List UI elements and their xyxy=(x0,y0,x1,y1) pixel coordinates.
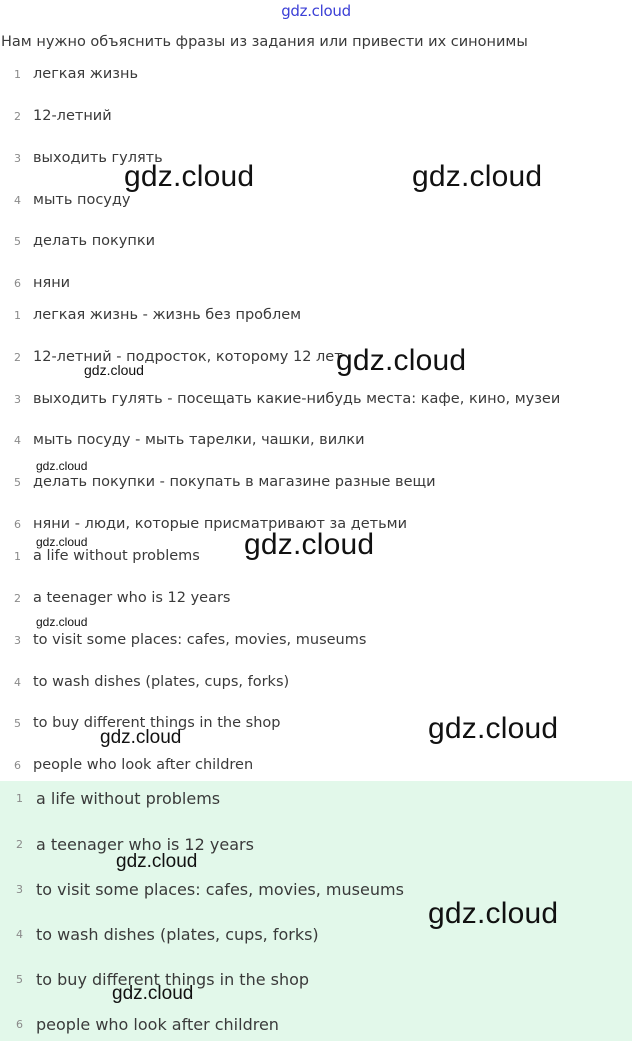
watermark: gdz.cloud xyxy=(428,897,559,930)
watermark: gdz.cloud xyxy=(36,459,88,473)
list-item xyxy=(0,787,632,809)
list-item xyxy=(0,189,632,211)
item-number: 3 xyxy=(14,633,21,647)
watermark: gdz.cloud xyxy=(116,851,198,872)
watermark: gdz.cloud xyxy=(84,362,144,378)
item-text: 12-летний - подросток, которому 12 лет xyxy=(33,349,343,365)
watermark: gdz.cloud xyxy=(36,615,88,629)
list-item xyxy=(0,304,632,326)
item-number: 2 xyxy=(16,837,23,851)
site-logo[interactable]: gdz.cloud xyxy=(281,2,351,20)
item-number: 4 xyxy=(14,433,21,447)
item-number: 1 xyxy=(14,308,21,322)
item-text: a teenager who is 12 years xyxy=(36,834,254,854)
item-number: 3 xyxy=(16,882,23,896)
item-number: 1 xyxy=(14,549,21,563)
list-item xyxy=(0,629,632,651)
item-text: a life without problems xyxy=(36,788,221,808)
item-text: a life without problems xyxy=(33,548,200,564)
list-item xyxy=(0,513,632,535)
item-number: 6 xyxy=(16,1017,23,1031)
list-item xyxy=(0,587,632,609)
item-text: выходить гулять - посещать какие-нибудь места: кафе, кино, музеи xyxy=(33,391,561,407)
item-text: няни xyxy=(33,275,71,291)
item-number: 5 xyxy=(14,716,21,730)
list-item xyxy=(0,923,632,945)
item-number: 2 xyxy=(14,350,21,364)
item-number: 4 xyxy=(14,193,21,207)
item-number: 1 xyxy=(16,791,23,805)
list-item xyxy=(0,272,632,294)
item-text: to visit some places: cafes, movies, museums xyxy=(36,879,404,899)
list-item xyxy=(0,754,632,776)
list-item xyxy=(0,105,632,127)
item-text: няни - люди, которые присматривают за детьми xyxy=(33,516,408,532)
item-text: легкая жизнь xyxy=(33,66,139,82)
watermark: gdz.cloud xyxy=(412,160,543,193)
item-text: to wash dishes (plates, cups, forks) xyxy=(36,924,319,944)
list-item xyxy=(0,878,632,900)
watermark: gdz.cloud xyxy=(244,528,375,561)
item-text: people who look after children xyxy=(33,757,254,773)
item-number: 6 xyxy=(14,758,21,772)
item-text: делать покупки - покупать в магазине разные вещи xyxy=(33,474,436,490)
item-number: 5 xyxy=(14,234,21,248)
list-item xyxy=(0,1013,632,1035)
list-item xyxy=(0,671,632,693)
list-item xyxy=(0,429,632,451)
item-number: 6 xyxy=(14,276,21,290)
list-item xyxy=(0,63,632,85)
list-item xyxy=(0,388,632,410)
list-item xyxy=(0,545,632,567)
list-item xyxy=(0,712,632,734)
list-item xyxy=(0,833,632,855)
item-text: выходить гулять xyxy=(33,150,163,166)
list-item xyxy=(0,230,632,252)
item-number: 3 xyxy=(14,151,21,165)
watermark: gdz.cloud xyxy=(112,983,194,1004)
item-text: мыть посуду xyxy=(33,192,131,208)
item-text: делать покупки xyxy=(33,233,156,249)
watermark: gdz.cloud xyxy=(428,712,559,745)
item-number: 5 xyxy=(16,972,23,986)
item-number: 6 xyxy=(14,517,21,531)
list-item xyxy=(0,346,632,368)
item-number: 3 xyxy=(14,392,21,406)
item-text: people who look after children xyxy=(36,1014,279,1034)
item-text: 12-летний xyxy=(33,108,112,124)
watermark: gdz.cloud xyxy=(124,160,255,193)
item-number: 1 xyxy=(14,67,21,81)
item-text: мыть посуду - мыть тарелки, чашки, вилки xyxy=(33,432,365,448)
item-text: to visit some places: cafes, movies, museums xyxy=(33,632,367,648)
watermark: gdz.cloud xyxy=(336,344,467,377)
answer-box xyxy=(0,781,632,1041)
item-number: 4 xyxy=(16,927,23,941)
list-item xyxy=(0,471,632,493)
item-number: 2 xyxy=(14,591,21,605)
item-text: to wash dishes (plates, cups, forks) xyxy=(33,674,290,690)
list-item xyxy=(0,147,632,169)
item-number: 2 xyxy=(14,109,21,123)
item-text: to buy different things in the shop xyxy=(36,969,310,989)
list-item xyxy=(0,968,632,990)
item-number: 5 xyxy=(14,475,21,489)
item-text: to buy different things in the shop xyxy=(33,715,281,731)
item-text: легкая жизнь - жизнь без проблем xyxy=(33,307,302,323)
item-text: a teenager who is 12 years xyxy=(33,590,231,606)
watermark: gdz.cloud xyxy=(100,727,182,748)
intro-text: Нам нужно объяснить фразы из задания или привести их синонимы xyxy=(1,34,528,50)
item-number: 4 xyxy=(14,675,21,689)
watermark: gdz.cloud xyxy=(36,535,88,549)
